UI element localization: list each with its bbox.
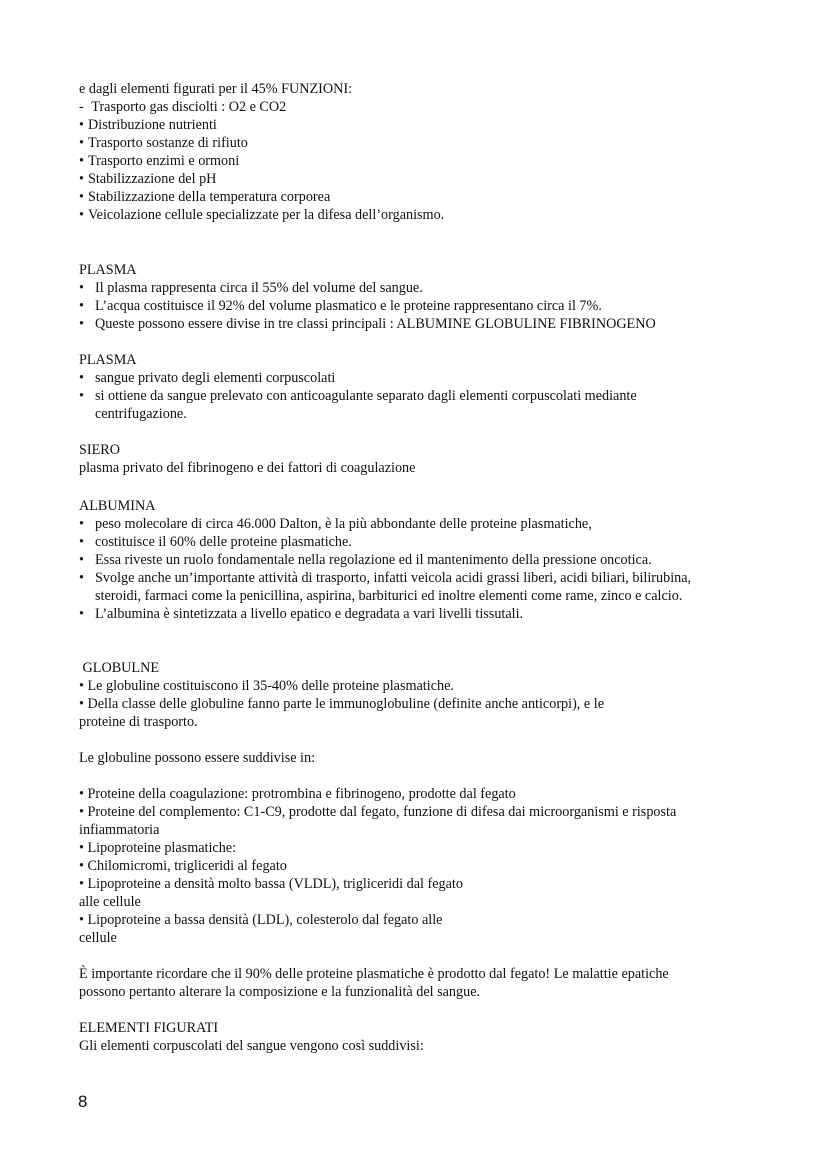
plasma-item: • Il plasma rappresenta circa il 55% del volume del sangue.	[79, 280, 423, 296]
section-heading-albumina: ALBUMINA	[79, 498, 156, 514]
plasma-item: • Queste possono essere divise in tre classi principali : ALBUMINE GLOBULINE FIBRINOGENO	[79, 316, 656, 332]
albumina-item-continuation: steroidi, farmaci come la penicillina, aspirina, barbiturici ed inoltre elementi come rame, zinco e calcio.	[95, 588, 683, 604]
section-heading-plasma: PLASMA	[79, 262, 137, 278]
globuline-line: • Della classe delle globuline fanno parte le immunoglobuline (definite anche anticorpi), e le	[79, 696, 604, 712]
globuline-subdivision-line: • Lipoproteine a bassa densità (LDL), colesterolo dal fegato alle	[79, 912, 443, 928]
function-item: • Trasporto enzimi e ormoni	[79, 153, 240, 169]
globuline-subdivision-line: alle cellule	[79, 894, 141, 910]
globuline-subdivision-line: • Lipoproteine a densità molto bassa (VLDL), trigliceridi dal fegato	[79, 876, 463, 892]
albumina-item: • Svolge anche un’importante attività di trasporto, infatti veicola acidi grassi liberi, acidi biliari, bilirubina,	[79, 570, 692, 586]
function-item: - Trasporto gas disciolti : O2 e CO2	[79, 99, 287, 115]
section-heading-plasma-2: PLASMA	[79, 352, 137, 368]
function-item: • Veicolazione cellule specializzate per la difesa dell’organismo.	[79, 207, 445, 223]
plasma-item-continuation: centrifugazione.	[95, 406, 187, 422]
function-item: • Stabilizzazione del pH	[79, 171, 217, 187]
siero-text: plasma privato del fibrinogeno e dei fattori di coagulazione	[79, 460, 416, 476]
globuline-subdivision-intro: Le globuline possono essere suddivise in:	[79, 750, 316, 766]
intro-line: e dagli elementi figurati per il 45% FUNZIONI:	[79, 81, 353, 97]
globuline-line: • Le globuline costituiscono il 35-40% delle proteine plasmatiche.	[79, 678, 454, 694]
function-item: • Trasporto sostanze di rifiuto	[79, 135, 248, 151]
function-item: • Distribuzione nutrienti	[79, 117, 217, 133]
elementi-text: Gli elementi corpuscolati del sangue vengono così suddivisi:	[79, 1038, 424, 1054]
albumina-item: • L’albumina è sintetizzata a livello epatico e degradata a vari livelli tissutali.	[79, 606, 524, 622]
note-line: possono pertanto alterare la composizione e la funzionalità del sangue.	[79, 984, 481, 1000]
function-item: • Stabilizzazione della temperatura corporea	[79, 189, 331, 205]
albumina-item: • peso molecolare di circa 46.000 Dalton, è la più abbondante delle proteine plasmatiche,	[79, 516, 592, 532]
page-number: 8	[78, 1092, 88, 1111]
globuline-subdivision-line: cellule	[79, 930, 117, 946]
plasma-item: • si ottiene da sangue prelevato con anticoagulante separato dagli elementi corpuscolati mediante	[79, 388, 637, 404]
section-heading-elementi: ELEMENTI FIGURATI	[79, 1020, 219, 1036]
globuline-subdivision-line: • Proteine del complemento: C1-C9, prodotte dal fegato, funzione di difesa dai microorganismi e risposta	[79, 804, 677, 820]
albumina-item: • costituisce il 60% delle proteine plasmatiche.	[79, 534, 352, 550]
section-heading-globuline: GLOBULNE	[79, 660, 159, 676]
plasma-item: • sangue privato degli elementi corpuscolati	[79, 370, 336, 386]
plasma-item: • L’acqua costituisce il 92% del volume plasmatico e le proteine rappresentano circa il 7%.	[79, 298, 602, 314]
albumina-item: • Essa riveste un ruolo fondamentale nella regolazione ed il mantenimento della pressione oncotica.	[79, 552, 652, 568]
globuline-subdivision-line: infiammatoria	[79, 822, 160, 838]
section-heading-siero: SIERO	[79, 442, 120, 458]
globuline-subdivision-line: • Chilomicromi, trigliceridi al fegato	[79, 858, 287, 874]
note-line: È importante ricordare che il 90% delle proteine plasmatiche è prodotto dal fegato! Le malattie epatiche	[79, 966, 669, 982]
globuline-subdivision-line: • Proteine della coagulazione: protrombina e fibrinogeno, prodotte dal fegato	[79, 786, 516, 802]
globuline-subdivision-line: • Lipoproteine plasmatiche:	[79, 840, 237, 856]
globuline-line: proteine di trasporto.	[79, 714, 198, 730]
